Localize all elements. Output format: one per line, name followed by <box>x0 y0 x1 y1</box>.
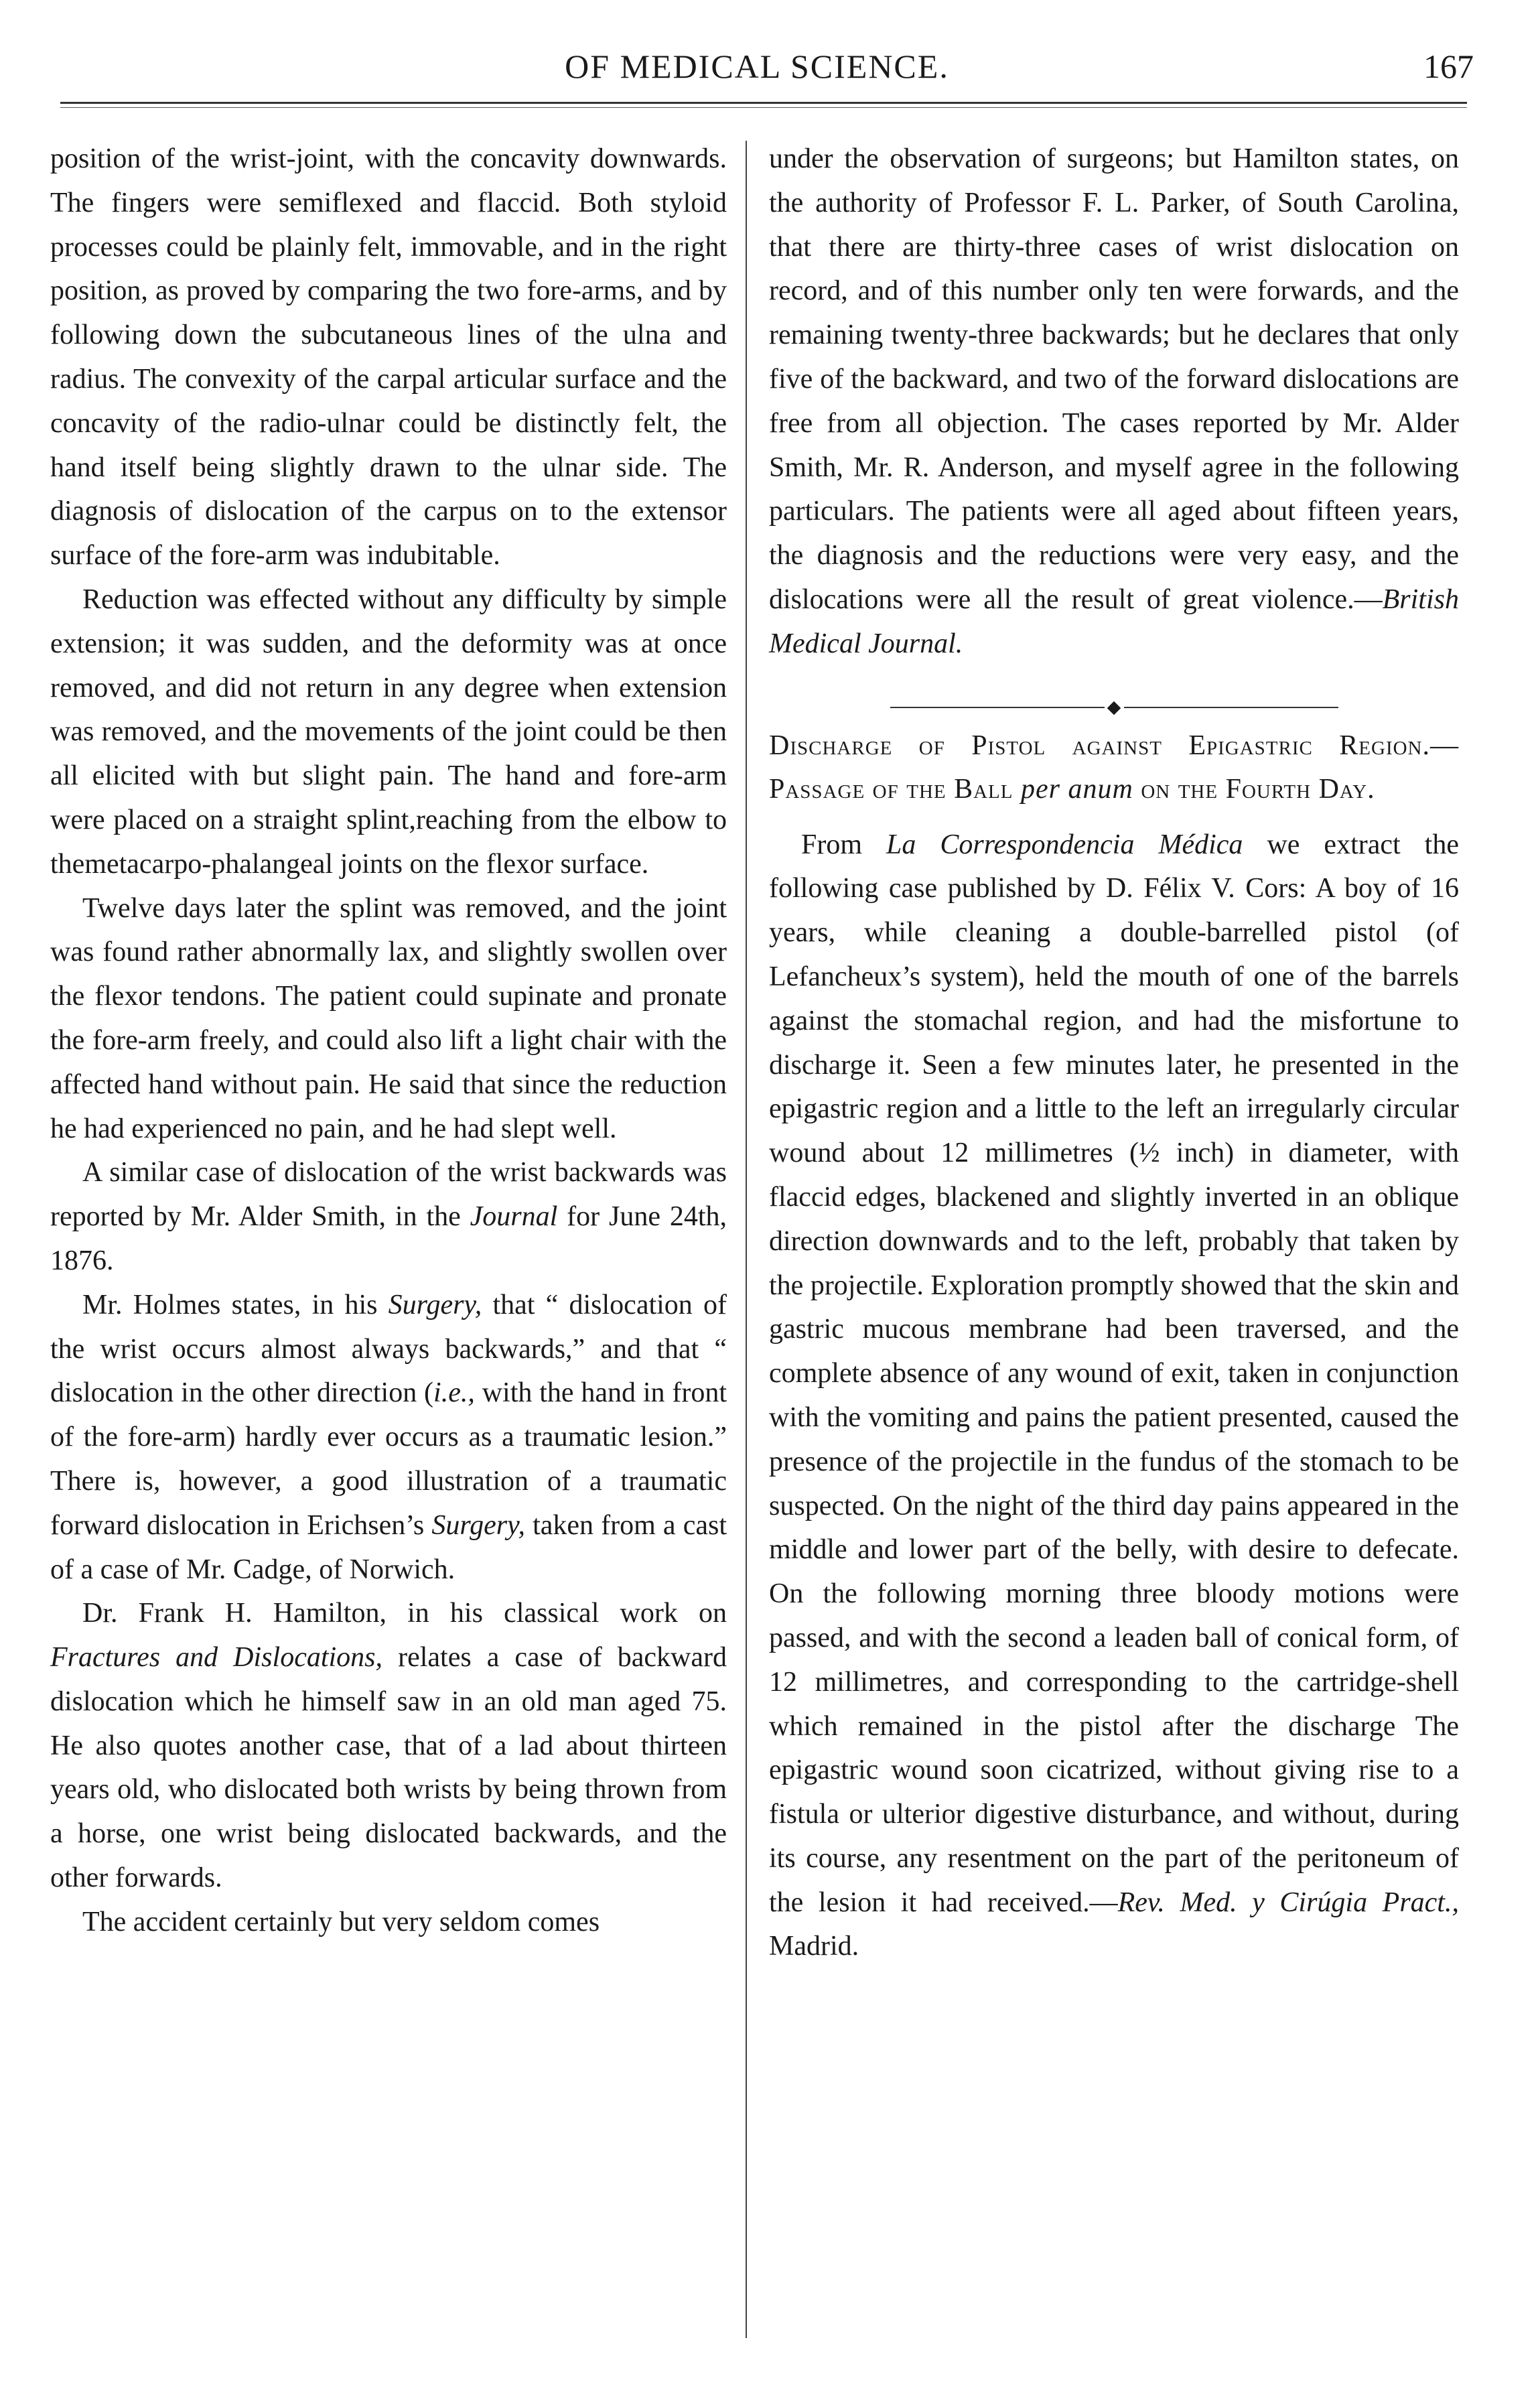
book-title: Surgery, <box>431 1509 525 1541</box>
section-ornament <box>769 684 1459 719</box>
paragraph-text: relates a case of backward dislocation which he himself saw in an old man aged 75. He also quotes another case, that of a lad about thirteen years old, who dislocated both wrists by being thrown from a horse, one wrist being dislocated backwards, and the other forwards. <box>50 1642 727 1894</box>
paragraph <box>50 1592 727 1901</box>
heading-text: on the Fourth Day. <box>1133 773 1375 805</box>
book-title: Surgery, <box>388 1289 482 1320</box>
paragraph-text: Mr. Holmes states, in his <box>82 1289 389 1320</box>
right-column <box>769 137 1459 1969</box>
paragraph-text: with the hand in front of the fore-arm) hardly ever occurs as a traumatic lesion.” There is, however, a good illustration of a traumatic forward dislocation in Erichsen’s <box>50 1377 727 1541</box>
paragraph: Reduction was effected without any difficulty by simple extension; it was sudden, and the deformity was at once removed, and did not return in any degree when extension was removed, and the movements of the joint could be then all elicited with but slight pain. The hand and fore-arm were placed on a straight splint,reaching from the elbow to themetacarpo-phalangeal joints on the flexor surface. <box>50 584 727 880</box>
abbreviation: i.e., <box>433 1377 475 1409</box>
paragraph-text: under the observation of surgeons; but Hamilton states, on the authority of Professor F. L. Parker, of South Carolina, that there are thirty-three cases of wrist dislocation on record, and of this number only ten were forwards, and the remaining twenty-three backwards; but he declares that only five of the backward, and two of the forward dislocations are free from all objection. The cases reported by Mr. Alder Smith, Mr. R. Anderson, and myself agree in the following particulars. The patients were all aged about fifteen years, the diagnosis and the reductions were very easy, and the dislocations were all the result of great violence.— <box>769 143 1459 615</box>
heading-text: Discharge of Pistol against Epigastric Region.—Passage of the Ball <box>769 730 1459 805</box>
ornament-line <box>1124 707 1338 708</box>
page-header <box>40 47 1474 100</box>
paragraph-text: that “ dislocation of the wrist occurs almost always backwards,” and that “ dislocation in the other direction ( <box>50 1289 727 1409</box>
ornament-line <box>890 707 1105 708</box>
column-divider <box>746 141 747 2338</box>
running-title: OF MEDICAL SCIENCE. <box>565 48 949 85</box>
header-rule <box>60 102 1467 104</box>
book-title: Fractures and Dislocations, <box>50 1642 383 1674</box>
source-citation: British Medical Journal. <box>769 584 1459 659</box>
paragraph <box>50 1284 727 1592</box>
paragraph: position of the wrist-joint, with the concavity downwards. The fingers were semiflexed and flaccid. Both styloid processes could be plainly felt, immovable, and in the right position, as proved by comparing the two fore-arms, and by following down the subcutaneous lines of the ulna and radius. The convexity of the carpal articular surface and the concavity of the radio-ulnar could be distinctly felt, the hand itself being slightly drawn to the ulnar side. The diagnosis of dislocation of the carpus on to the extensor surface of the fore-arm was indubitable. <box>50 143 727 571</box>
source-citation: Rev. Med. y Cirúgia Pract., <box>1117 1887 1459 1918</box>
page-number: 167 <box>1423 48 1474 85</box>
paragraph-text: Dr. Frank H. Hamilton, in his classical work on <box>82 1598 727 1629</box>
source-citation: La Correspondencia Médica <box>886 829 1243 860</box>
header-rule-thin <box>60 107 1467 108</box>
paragraph-text: we extract the following case published by D. Félix V. Cors: A boy of 16 years, while cleaning a double-barrelled pistol (of Lefancheux’s system), held the mouth of one of the barrels against the stomachal region, and had the misfortune to discharge it. Seen a few minutes later, he presented in the epigastric region and a little to the left an irregularly circular wound about 12 millimetres (½ inch) in diameter, with flaccid edges, blackened and slightly inverted in an oblique direction downwards and to the left, probably that taken by the projectile. Exploration promptly showed that the skin and gastric mucous membrane had been traversed, and the complete absence of any wound of exit, taken in conjunction with the vomiting and pains the patient presented, caused the presence of the projectile in the fundus of the stomach to be suspected. On the night of the third day pains appeared in the middle and lower part of the belly, with desire to defecate. On the following morning three bloody motions were passed, and with the second a leaden ball of conical form, of 12 millimetres, and corresponding to the cartridge-shell which remained in the pistol after the discharge The epigastric wound soon cicatrized, without giving rise to a fistula or ulterior digestive disturbance, and without, during its course, any resentment on the part of the peritoneum of the lesion it had received.— <box>769 829 1459 1918</box>
journal-title: Journal <box>470 1201 558 1233</box>
article-heading <box>769 724 1459 811</box>
paragraph: The accident certainly but very seldom comes <box>82 1906 600 1937</box>
paragraph-text: A similar case of dislocation of the wrist backwards was reported by Mr. Alder Smith, in the <box>50 1157 727 1233</box>
paragraph <box>769 137 1459 667</box>
paragraph-text: taken from a cast of a case of Mr. Cadge, of Norwich. <box>50 1509 727 1585</box>
paragraph <box>769 823 1459 1970</box>
paragraph-text: Madrid. <box>769 1931 859 1962</box>
paragraph: Twelve days later the splint was removed, and the joint was found rather abnormally lax, and slightly swollen over the flexor tendons. The patient could supinate and pronate the fore-arm freely, and could also lift a light chair with the affected hand without pain. He said that since the reduction he had experienced no pain, and he had slept well. <box>50 892 727 1144</box>
paragraph-text: From <box>801 829 887 860</box>
paragraph-text: for June 24th, 1876. <box>50 1201 727 1276</box>
paragraph <box>50 1151 727 1283</box>
left-column <box>50 137 727 1945</box>
heading-latin: per anum <box>1021 773 1133 805</box>
ornament-diamond-icon: ⬥ <box>1107 696 1121 719</box>
